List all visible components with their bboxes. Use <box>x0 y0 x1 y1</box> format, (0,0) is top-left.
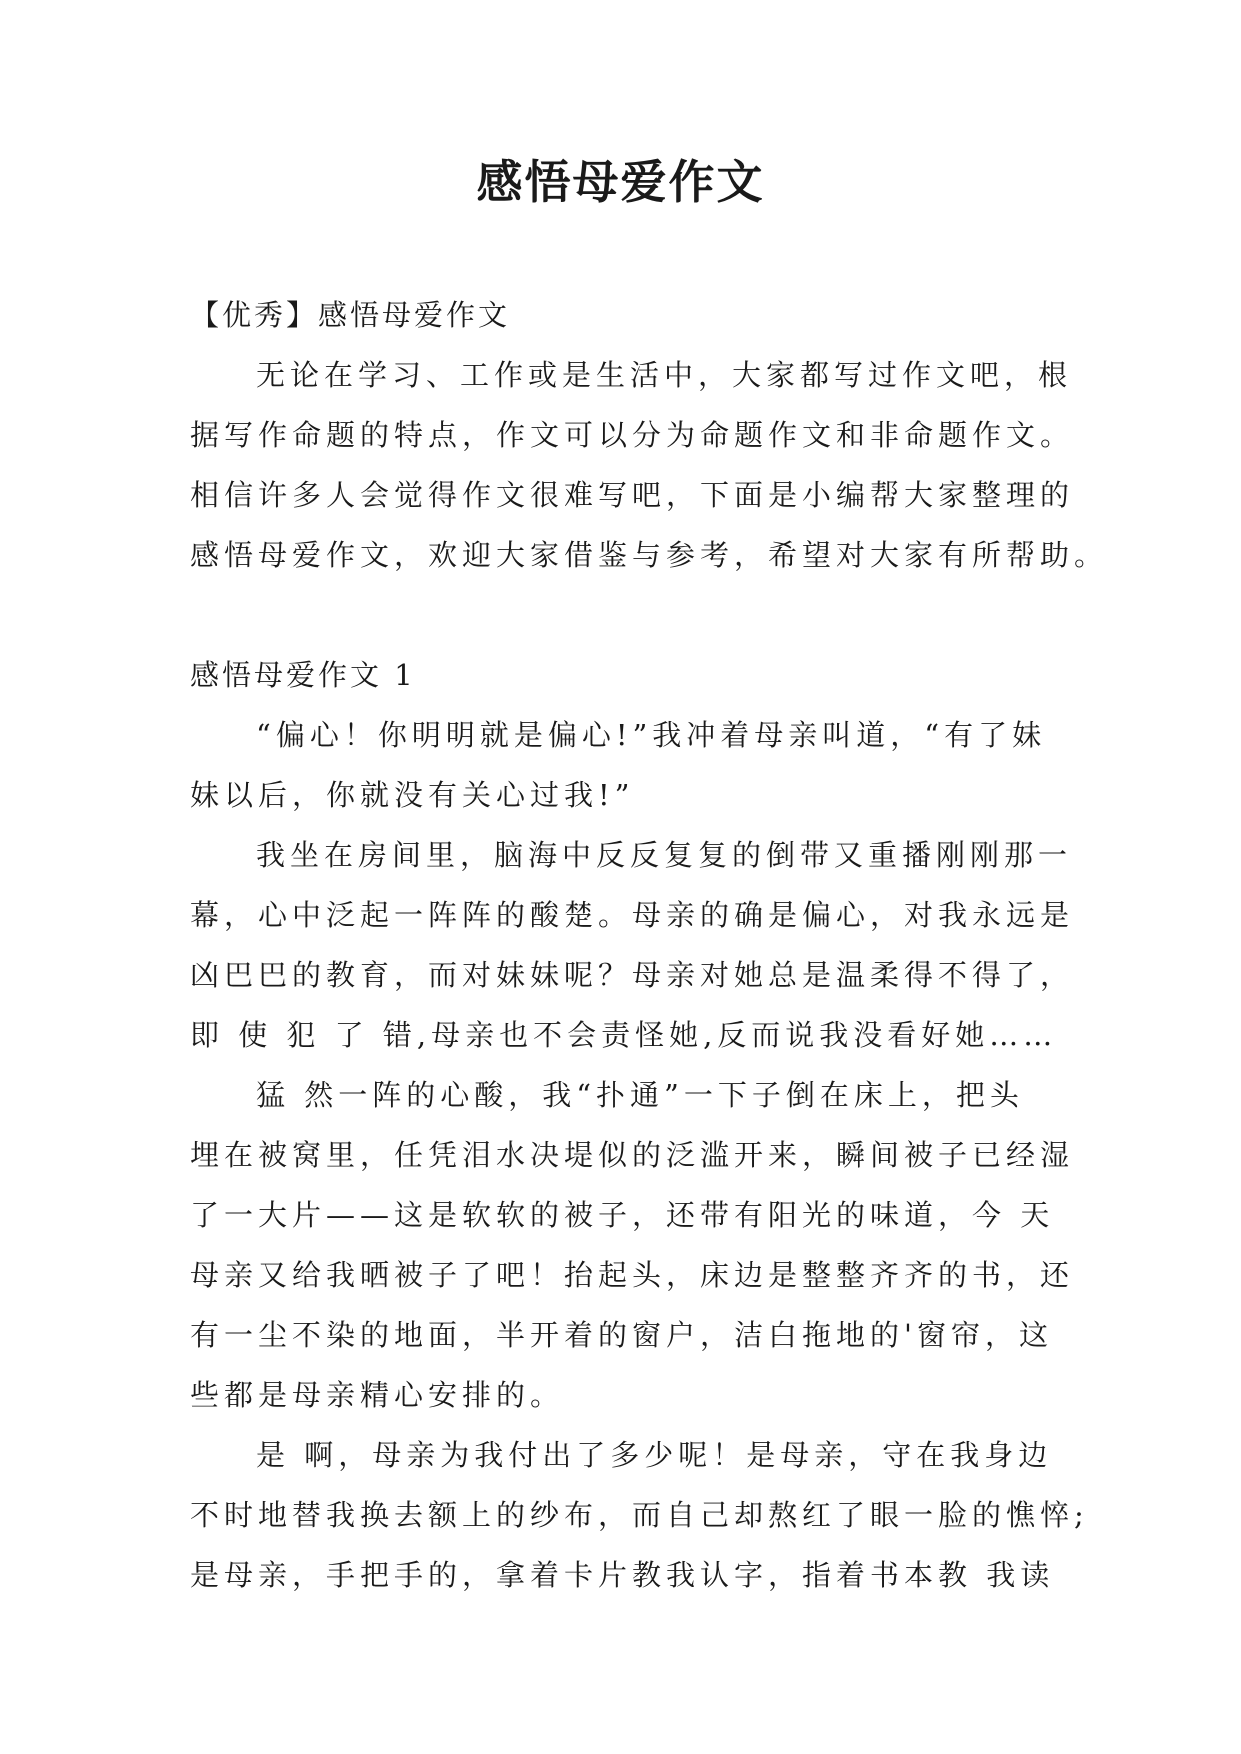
text-line: 凶巴巴的教育，而对妹妹呢？母亲对她总是温柔得不得了， <box>190 958 1075 992</box>
text-line: 猛 然一阵的心酸，我“扑通”一下子倒在床上，把头 <box>256 1078 1024 1112</box>
text-line: 有一尘不染的地面，半开着的窗户，洁白拖地的'窗帘，这 <box>190 1318 1053 1352</box>
document-body <box>190 285 1109 1605</box>
text-line: 幕，心中泛起一阵阵的酸楚。母亲的确是偏心，对我永远是 <box>190 898 1075 932</box>
text-line: 我坐在房间里，脑海中反反复复的倒带又重播刚刚那一 <box>256 838 1073 872</box>
text-line: 据写作命题的特点，作文可以分为命题作文和非命题作文。 <box>190 418 1075 452</box>
text-line: “偏心！你明明就是偏心!”我冲着母亲叫道，“有了妹 <box>256 718 1047 752</box>
text-line: 是 啊，母亲为我付出了多少呢！是母亲，守在我身边 <box>256 1438 1053 1472</box>
paragraph-1 <box>190 705 1060 825</box>
paragraph-4 <box>190 1425 1089 1605</box>
text-line: 相信许多人会觉得作文很难写吧，下面是小编帮大家整理的 <box>190 478 1075 512</box>
paragraph-2 <box>190 825 1075 1065</box>
text-line: 妹以后，你就没有关心过我!” <box>190 778 635 812</box>
text-line: 无论在学习、工作或是生活中，大家都写过作文吧，根 <box>256 358 1073 392</box>
text-line: 是母亲，手把手的，拿着卡片教我认字，指着书本教 我读 <box>190 1558 1055 1592</box>
paragraph-spacer <box>190 585 1060 645</box>
document-subtitle: 【优秀】感悟母爱作文 <box>190 298 511 332</box>
text-line: 即 使 犯 了 错,母亲也不会责怪她,反而说我没看好她…… <box>190 1018 1058 1052</box>
text-line: 母亲又给我晒被子了吧！抬起头，床边是整整齐齐的书，还 <box>190 1258 1075 1292</box>
document-title: 感悟母爱作文 <box>476 155 765 209</box>
text-line: 不时地替我换去额上的纱布，而自己却熬红了眼一脸的憔悴; <box>190 1498 1089 1532</box>
section-heading: 感悟母爱作文 1 <box>190 658 416 692</box>
text-line: 了一大片——这是软软的被子，还带有阳光的味道，今 天 <box>190 1198 1055 1232</box>
text-line: 感悟母爱作文，欢迎大家借鉴与参考，希望对大家有所帮助。 <box>190 538 1109 572</box>
paragraph-3 <box>190 1065 1075 1425</box>
intro-paragraph <box>190 345 1109 585</box>
text-line: 些都是母亲精心安排的。 <box>190 1378 565 1412</box>
text-line: 埋在被窝里，任凭泪水决堤似的泛滥开来，瞬间被子已经湿 <box>190 1138 1075 1172</box>
